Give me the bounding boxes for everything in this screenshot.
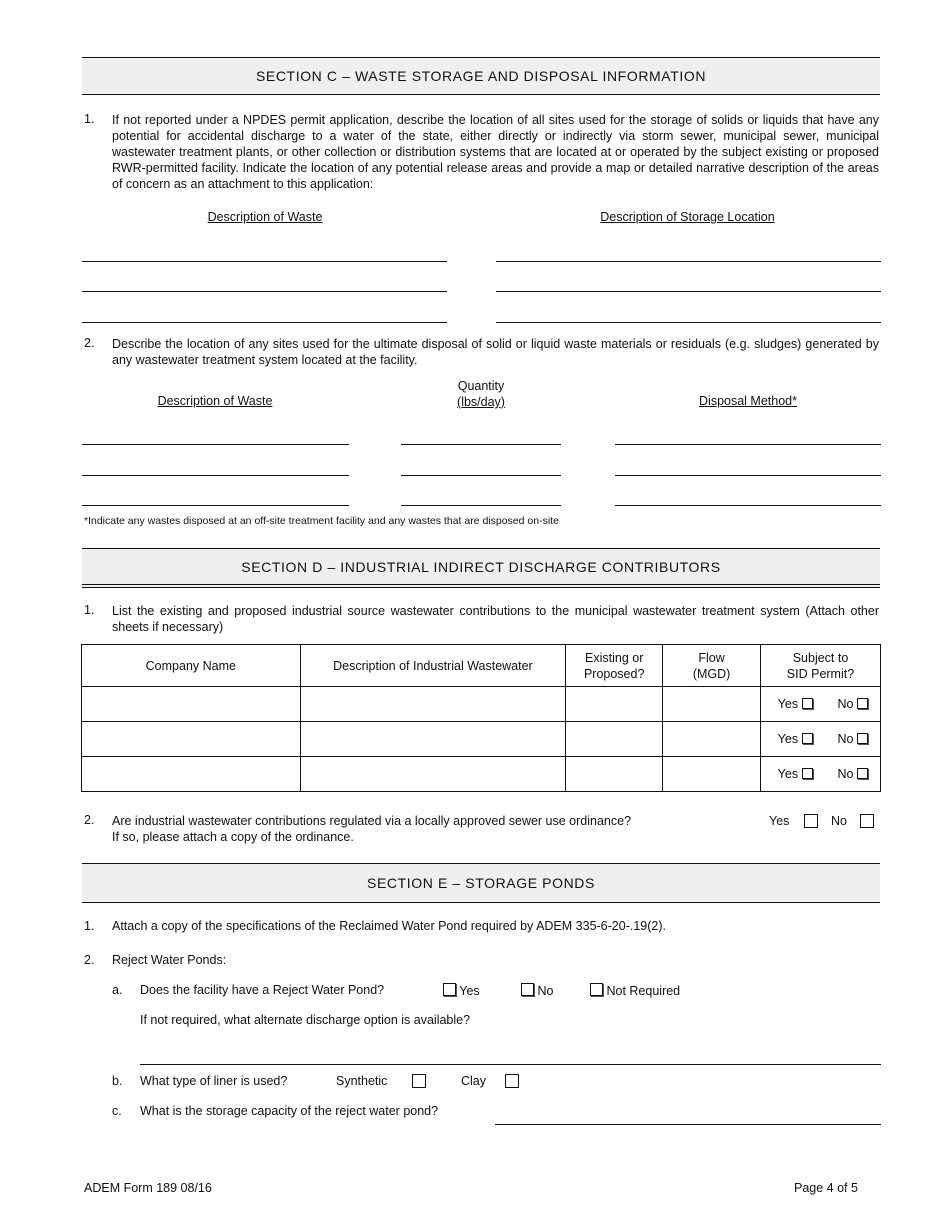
e-a-notreq-checkbox[interactable] <box>590 983 603 996</box>
d-q2-line2: If so, please attach a copy of the ordinance. <box>112 830 354 844</box>
c-q2-waste-field-3[interactable] <box>82 505 349 506</box>
no-checkbox[interactable] <box>857 733 868 744</box>
col-description <box>300 645 566 687</box>
e-b-letter: b. <box>112 1074 123 1088</box>
c-q1-storage-field-2[interactable] <box>496 291 881 292</box>
table-row <box>82 722 881 757</box>
col-description-label: Description of Industrial Wastewater <box>333 658 533 673</box>
sid-permit-cell <box>761 757 881 792</box>
c-q2-waste-field-2[interactable] <box>82 475 349 476</box>
e-c-capacity-field[interactable] <box>495 1124 881 1125</box>
d-q2-yes-label: Yes <box>769 814 790 828</box>
e-a-yes-option <box>443 983 480 998</box>
table-row <box>82 757 881 792</box>
c-q2-method-field-3[interactable] <box>615 505 881 506</box>
no-label: No <box>837 697 854 711</box>
e-b-synthetic-option <box>336 1074 426 1088</box>
e-b-clay-label: Clay <box>461 1074 487 1088</box>
e-a-letter: a. <box>112 983 123 997</box>
col-sid-permit <box>761 645 881 687</box>
description-cell[interactable] <box>300 687 566 722</box>
d-q2-no-option <box>831 814 874 828</box>
e-a-no-checkbox[interactable] <box>521 983 534 996</box>
e-q1-number: 1. <box>84 919 95 933</box>
e-a-no-label: No <box>537 984 554 998</box>
c-q1-waste-field-3[interactable] <box>82 322 447 323</box>
d-q2-number: 2. <box>84 813 95 827</box>
e-b-clay-checkbox[interactable] <box>505 1074 519 1088</box>
no-label: No <box>837 767 854 781</box>
d-q2-no-checkbox[interactable] <box>860 814 874 828</box>
c-q1-waste-field-1[interactable] <box>82 261 447 262</box>
col-sid-line2: SID Permit? <box>786 666 855 681</box>
col-company-name-label: Company Name <box>145 658 236 673</box>
existing-cell[interactable] <box>566 757 663 792</box>
footer-form-id: ADEM Form 189 08/16 <box>84 1181 212 1195</box>
c-q2-quantity-field-1[interactable] <box>401 444 561 445</box>
c-q2-col-method: Disposal Method* <box>699 394 797 408</box>
e-a-yes-label: Yes <box>459 984 480 998</box>
e-q1-text: Attach a copy of the specifications of the Reclaimed Water Pond required by ADEM 335-6-20-.19(2). <box>112 919 666 933</box>
description-cell[interactable] <box>300 757 566 792</box>
company-name-cell[interactable] <box>82 722 301 757</box>
section-e-title: SECTION E – STORAGE PONDS <box>367 875 595 891</box>
section-c-header <box>82 57 880 95</box>
e-a-notreq-option <box>590 983 680 998</box>
e-c-text: What is the storage capacity of the reject water pond? <box>140 1104 439 1118</box>
e-a-followup-text: If not required, what alternate discharge option is available? <box>140 1013 471 1027</box>
section-d-header <box>82 548 880 588</box>
e-b-text: What type of liner is used? <box>140 1074 288 1088</box>
sid-permit-cell <box>761 722 881 757</box>
no-checkbox[interactable] <box>857 768 868 779</box>
company-name-cell[interactable] <box>82 687 301 722</box>
yes-label: Yes <box>777 732 799 746</box>
no-checkbox[interactable] <box>857 698 868 709</box>
c-q1-number: 1. <box>84 112 95 126</box>
e-c-letter: c. <box>112 1104 122 1118</box>
col-existing <box>566 645 663 687</box>
c-q2-col-quantity-line1: Quantity <box>457 379 505 393</box>
col-existing-line1: Existing or <box>585 650 644 665</box>
existing-cell[interactable] <box>566 687 663 722</box>
d-q2-yes-option <box>769 814 818 828</box>
c-q2-number: 2. <box>84 336 95 350</box>
c-q1-col-storage: Description of Storage Location <box>600 210 775 224</box>
no-label: No <box>837 732 854 746</box>
c-q1-storage-field-1[interactable] <box>496 261 881 262</box>
c-q2-method-field-2[interactable] <box>615 475 881 476</box>
d-q2-yes-checkbox[interactable] <box>804 814 818 828</box>
e-a-alternate-field[interactable] <box>140 1064 881 1065</box>
section-c-title: SECTION C – WASTE STORAGE AND DISPOSAL INFORMATION <box>255 68 707 84</box>
e-q2-text: Reject Water Ponds: <box>112 953 227 967</box>
d-q2-no-label: No <box>831 814 847 828</box>
flow-cell[interactable] <box>663 722 761 757</box>
e-a-no-option <box>521 983 553 998</box>
yes-label: Yes <box>777 767 799 781</box>
c-q2-quantity-field-3[interactable] <box>401 505 561 506</box>
e-b-synthetic-label: Synthetic <box>336 1074 388 1088</box>
c-footnote: *Indicate any wastes disposed at an off-site treatment facility and any wastes that are disposed on-site <box>84 515 559 527</box>
description-cell[interactable] <box>300 722 566 757</box>
company-name-cell[interactable] <box>82 757 301 792</box>
yes-checkbox[interactable] <box>802 768 813 779</box>
section-e-header <box>82 863 880 903</box>
e-b-clay-option <box>461 1074 519 1088</box>
footer-page-number: Page 4 of 5 <box>794 1181 858 1195</box>
table-row <box>82 687 881 722</box>
e-b-synthetic-checkbox[interactable] <box>412 1074 426 1088</box>
d-q2-text <box>112 813 631 845</box>
d-q1-number: 1. <box>84 603 95 617</box>
d-q1-text: List the existing and proposed industrial source wastewater contributions to the municipal wastewater treatment system (Attach other sheets if necessary) <box>112 604 879 634</box>
yes-checkbox[interactable] <box>802 698 813 709</box>
c-q1-storage-field-3[interactable] <box>496 322 881 323</box>
e-a-notreq-label: Not Required <box>606 984 681 998</box>
c-q2-waste-field-1[interactable] <box>82 444 349 445</box>
col-flow-line2: (MGD) <box>692 666 731 681</box>
col-flow <box>663 645 761 687</box>
yes-checkbox[interactable] <box>802 733 813 744</box>
c-q2-quantity-field-2[interactable] <box>401 475 561 476</box>
c-q2-col-waste: Description of Waste <box>157 394 273 408</box>
flow-cell[interactable] <box>663 687 761 722</box>
col-sid-line1: Subject to <box>792 650 849 665</box>
c-q1-col-waste: Description of Waste <box>207 210 323 224</box>
e-a-text: Does the facility have a Reject Water Pond? <box>140 983 385 997</box>
col-company-name <box>82 645 301 687</box>
contributors-table <box>81 644 881 792</box>
col-flow-line1: Flow <box>698 650 725 665</box>
col-existing-line2: Proposed? <box>583 666 645 681</box>
e-q2-number: 2. <box>84 953 95 967</box>
c-q2-col-quantity-line2: (lbs/day) <box>457 395 505 409</box>
yes-label: Yes <box>777 697 799 711</box>
d-q2-line1: Are industrial wastewater contributions regulated via a locally approved sewer use ordinance? <box>112 814 632 828</box>
table-header-row <box>82 645 881 687</box>
c-q2-method-field-1[interactable] <box>615 444 881 445</box>
e-a-yes-checkbox[interactable] <box>443 983 456 996</box>
flow-cell[interactable] <box>663 757 761 792</box>
sid-permit-cell <box>761 687 881 722</box>
c-q1-text: If not reported under a NPDES permit application, describe the location of all sites used for the storage of solids or liquids that have any potential for accidental discharge to a water of the state, either directly or indirectly via storm sewer, municipal sewer, municipal wastewater treatment plants, or other collection or distribution systems that are located at or operated by the subject existing or proposed RWR-permitted facility. Indicate the location of any potential release areas and provide a map or detailed narrative description of the areas of concern as an attachment to this application: <box>112 113 879 191</box>
section-d-title: SECTION D – INDUSTRIAL INDIRECT DISCHARGE CONTRIBUTORS <box>241 559 721 575</box>
c-q2-text: Describe the location of any sites used for the ultimate disposal of solid or liquid waste materials or residuals (e.g. sludges) generated by any wastewater treatment system located at the facility. <box>112 337 879 367</box>
existing-cell[interactable] <box>566 722 663 757</box>
c-q1-waste-field-2[interactable] <box>82 291 447 292</box>
c-q2-col-quantity <box>421 378 541 410</box>
